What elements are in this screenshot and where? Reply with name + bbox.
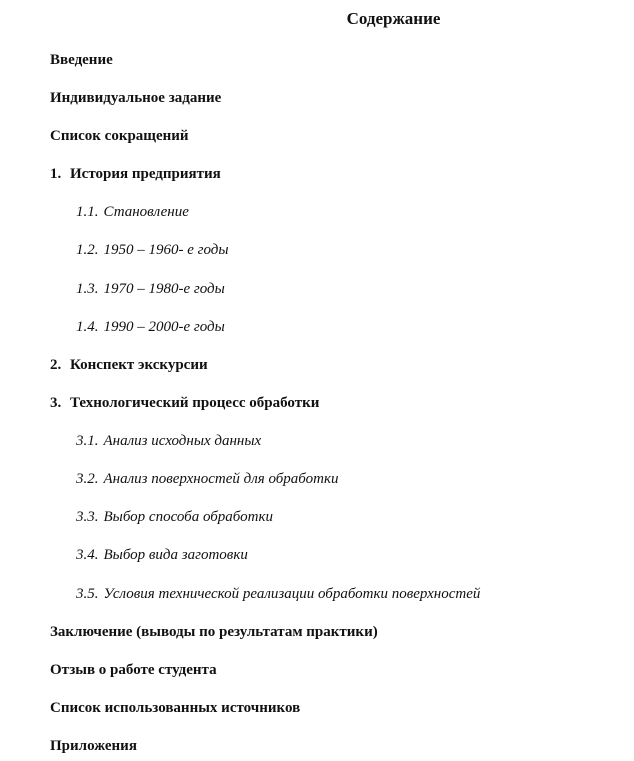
toc-item-text: Технологический процесс обработки [70,395,320,411]
toc-item-appendices [50,736,137,756]
toc-item-section-1-3 [76,279,225,299]
toc-item-text: Становление [103,204,189,220]
toc-item-section-1-4 [76,317,225,337]
toc-item-text: Заключение (выводы по результатам практики) [50,624,378,640]
toc-item-text: Приложения [50,738,137,754]
toc-item-section-1-2 [76,240,229,260]
toc-item-text: Конспект экскурсии [70,357,208,373]
toc-item-section-3-2 [76,469,339,489]
toc-item-text: Список сокращений [50,128,189,144]
toc-item-section-3 [50,393,319,413]
toc-title: Содержание [346,9,441,28]
toc-item-section-3-4 [76,545,248,565]
toc-item-text: Выбор способа обработки [103,509,273,525]
toc-item-text: Отзыв о работе студента [50,662,217,678]
toc-item-text: История предприятия [70,166,221,182]
toc-item-text: Список использованных источников [50,700,301,716]
toc-item-abbreviations [50,126,189,146]
toc-item-number: 3. [50,395,62,411]
toc-item-references [50,698,300,718]
toc-item-number: 1. [50,166,62,182]
toc-item-student-review [50,660,217,680]
toc-item-text: Индивидуальное задание [50,90,222,106]
toc-item-section-3-1 [76,431,261,451]
toc-item-number: 3.2. [76,471,99,487]
toc-item-individual-task [50,88,221,108]
toc-item-introduction [50,50,113,70]
toc-item-number: 3.3. [76,509,99,525]
toc-item-number: 1.4. [76,319,99,335]
toc-item-number: 2. [50,357,62,373]
toc-item-text: Анализ исходных данных [103,433,262,449]
toc-item-number: 3.5. [76,586,99,602]
toc-item-conclusion [50,622,378,642]
toc-item-text: 1990 – 2000-е годы [103,319,225,335]
toc-item-section-2 [50,355,208,375]
toc-item-text: Условия технической реализации обработки поверхностей [103,586,481,602]
toc-item-text: Введение [50,52,113,68]
toc-item-section-3-3 [76,507,273,527]
toc-item-number: 3.1. [76,433,99,449]
toc-item-text: 1970 – 1980-е годы [103,281,225,297]
toc-item-number: 1.2. [76,242,99,258]
toc-item-text: Анализ поверхностей для обработки [103,471,339,487]
toc-item-section-3-5 [76,584,480,604]
toc-item-number: 1.1. [76,204,99,220]
toc-item-number: 1.3. [76,281,99,297]
toc-item-section-1 [50,164,221,184]
toc-item-section-1-1 [76,202,189,222]
toc-item-text: 1950 – 1960- е годы [103,242,229,258]
toc-item-number: 3.4. [76,547,99,563]
toc-item-text: Выбор вида заготовки [103,547,248,563]
